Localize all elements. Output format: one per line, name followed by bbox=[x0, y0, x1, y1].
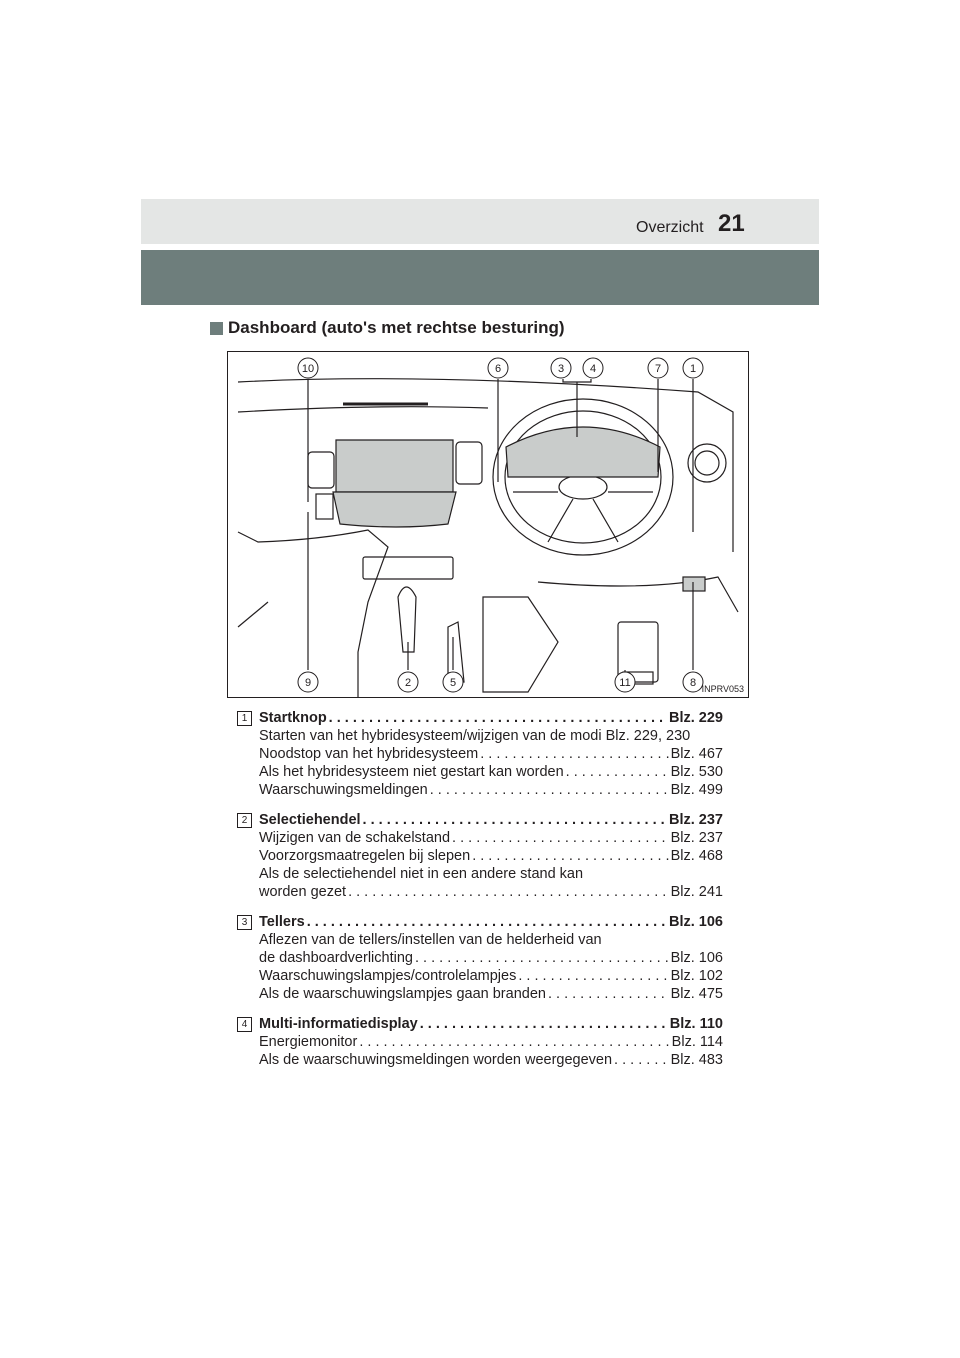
section-name: Overzicht bbox=[636, 219, 704, 236]
sub-page: Blz. 106 bbox=[670, 950, 723, 966]
entry-number: 1 bbox=[237, 711, 252, 726]
list-item bbox=[237, 1015, 723, 1069]
entry-title-line bbox=[259, 913, 723, 931]
callout-top-1: 6 bbox=[494, 363, 502, 375]
sub-line bbox=[259, 1033, 723, 1051]
entry-title: Multi-informatiedisplay bbox=[259, 1016, 418, 1032]
sub-page: Blz. 468 bbox=[670, 848, 723, 864]
entry-page: Blz. 106 bbox=[669, 914, 723, 930]
callout-top-5: 1 bbox=[689, 363, 697, 375]
sub-text: Als de waarschuwingslampjes gaan branden bbox=[259, 986, 546, 1002]
sub-text: Aflezen van de tellers/instellen van de helderheid van bbox=[259, 932, 602, 948]
dashboard-illustration bbox=[227, 351, 749, 698]
callouts bbox=[228, 352, 749, 698]
sub-line bbox=[259, 949, 723, 967]
entry-number: 2 bbox=[237, 813, 252, 828]
sub-page: Blz. 475 bbox=[670, 986, 723, 1002]
list-item bbox=[237, 709, 723, 799]
callout-top-2: 3 bbox=[557, 363, 565, 375]
sub-page: Blz. 241 bbox=[670, 884, 723, 900]
sub-text: Voorzorgsmaatregelen bij slepen bbox=[259, 848, 471, 864]
sub-line bbox=[259, 931, 723, 949]
sub-line bbox=[259, 847, 723, 865]
sub-line bbox=[259, 865, 723, 883]
sub-line bbox=[259, 745, 723, 763]
entry-title-line bbox=[259, 709, 723, 727]
sub-page: Blz. 229, 230 bbox=[605, 728, 691, 744]
sub-line bbox=[259, 967, 723, 985]
sub-page: Blz. 102 bbox=[670, 968, 723, 984]
list-item bbox=[237, 913, 723, 1003]
entry-title-line bbox=[259, 811, 723, 829]
sub-line bbox=[259, 763, 723, 781]
sub-page: Blz. 467 bbox=[670, 746, 723, 762]
sub-text: Als het hybridesysteem niet gestart kan worden bbox=[259, 764, 564, 780]
callout-top-3: 4 bbox=[589, 363, 597, 375]
sub-line bbox=[259, 829, 723, 847]
entry-list bbox=[237, 709, 723, 1081]
sub-text: Wijzigen van de schakelstand bbox=[259, 830, 451, 846]
figure-code: INPRV053 bbox=[701, 684, 744, 694]
callout-bottom-3: 11 bbox=[619, 677, 631, 689]
page-number: 21 bbox=[718, 210, 745, 237]
sub-text: Als de waarschuwingsmeldingen worden weergegeven bbox=[259, 1052, 613, 1068]
sub-text: Waarschuwingslampjes/controlelampjes bbox=[259, 968, 517, 984]
sub-page: Blz. 114 bbox=[671, 1034, 723, 1050]
sub-line bbox=[259, 781, 723, 799]
sub-page: Blz. 483 bbox=[670, 1052, 723, 1068]
section-title-text: Dashboard (auto's met rechtse besturing) bbox=[228, 318, 565, 337]
sub-text: Als de selectiehendel niet in een andere stand kan bbox=[259, 866, 584, 882]
sub-text: worden gezet bbox=[259, 884, 347, 900]
sub-page: Blz. 237 bbox=[670, 830, 723, 846]
sub-text: Waarschuwingsmeldingen bbox=[259, 782, 428, 798]
callout-bottom-2: 5 bbox=[449, 677, 457, 689]
list-item bbox=[237, 811, 723, 901]
entry-title-line bbox=[259, 1015, 723, 1033]
header-band bbox=[141, 250, 819, 305]
sub-text: Energiemonitor bbox=[259, 1034, 358, 1050]
sub-text: Starten van het hybridesysteem/wijzigen van de modi bbox=[259, 728, 606, 744]
sub-page: Blz. 530 bbox=[670, 764, 723, 780]
sub-line bbox=[259, 985, 723, 1003]
callout-top-0: 10 bbox=[301, 363, 315, 375]
sub-line bbox=[259, 727, 723, 745]
sub-line bbox=[259, 883, 723, 901]
sub-line bbox=[259, 1051, 723, 1069]
sub-text: de dashboardverlichting bbox=[259, 950, 413, 966]
callout-bottom-4: 8 bbox=[689, 677, 697, 689]
sub-page: Blz. 499 bbox=[670, 782, 723, 798]
callout-bottom-0: 9 bbox=[304, 677, 312, 689]
entry-number: 4 bbox=[237, 1017, 252, 1032]
section-title bbox=[210, 318, 565, 338]
callout-top-4: 7 bbox=[654, 363, 662, 375]
entry-number: 3 bbox=[237, 915, 252, 930]
entry-page: Blz. 229 bbox=[669, 710, 723, 726]
entry-title: Tellers bbox=[259, 914, 305, 930]
callout-bottom-1: 2 bbox=[404, 677, 412, 689]
sub-text: Noodstop van het hybridesysteem bbox=[259, 746, 479, 762]
entry-page: Blz. 110 bbox=[669, 1016, 723, 1032]
entry-title: Selectiehendel bbox=[259, 812, 361, 828]
square-bullet-icon bbox=[210, 322, 223, 335]
entry-title: Startknop bbox=[259, 710, 327, 726]
entry-page: Blz. 237 bbox=[669, 812, 723, 828]
